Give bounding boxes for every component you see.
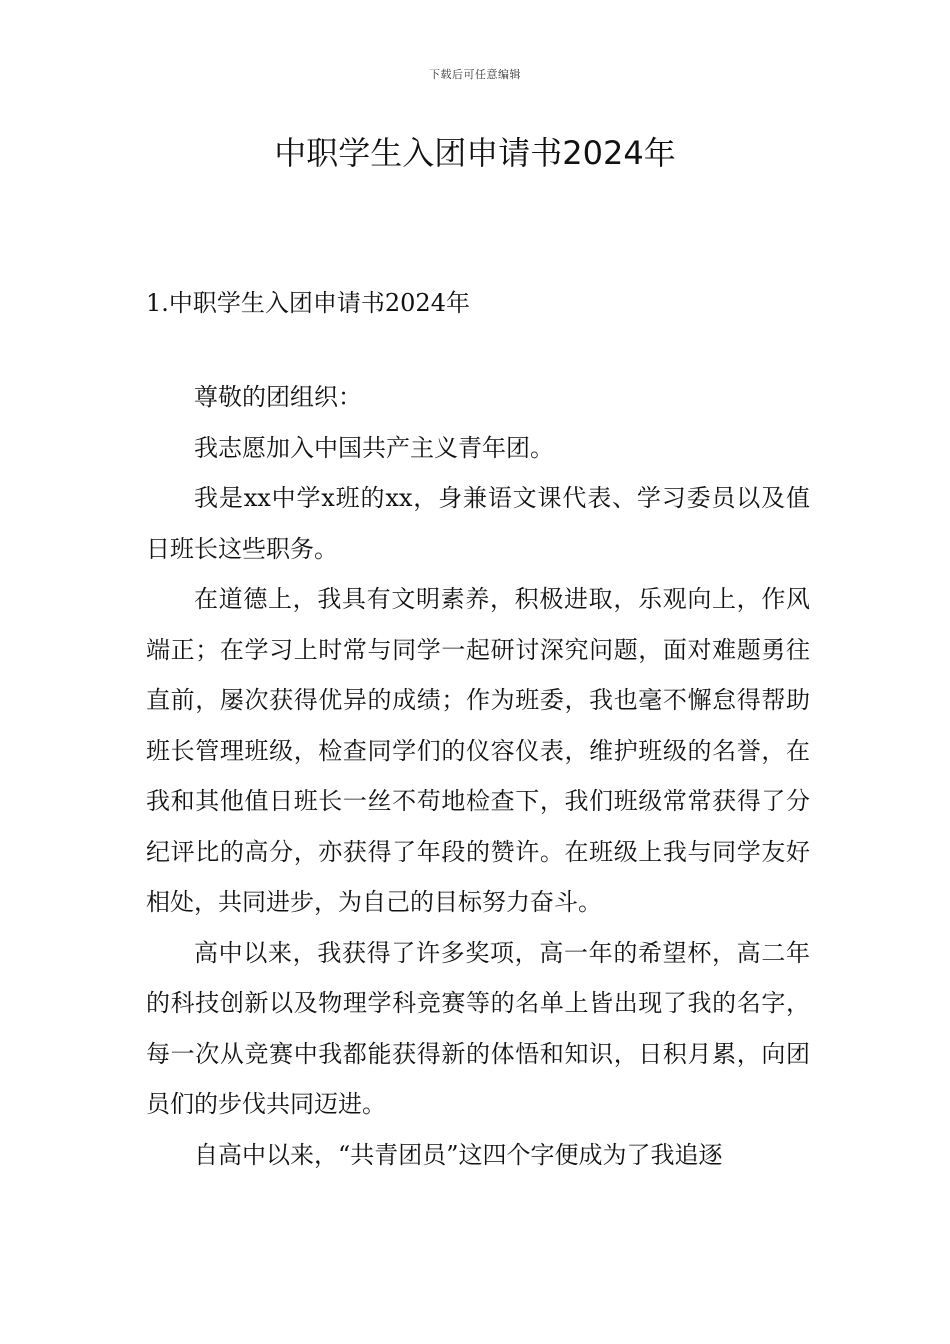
salutation-paragraph: 尊敬的团组织： <box>194 383 362 411</box>
body-paragraph: 我是xx中学x班的xx，身兼语文课代表、学习委员以及值日班长这些职务。 <box>146 484 810 563</box>
body-paragraph: 我志愿加入中国共产主义青年团。 <box>194 433 554 462</box>
header-note: 下载后可任意编辑 <box>429 68 521 81</box>
document-title: 中职学生入团申请书2024年 <box>274 134 676 172</box>
body-paragraph: 在道德上，我具有文明素养，积极进取，乐观向上，作风端正；在学习上时常与同学一起研讨深究问题，面对难题勇往直前，屡次获得优异的成绩；作为班委，我也毫不懈怠得帮助班长管理班级，检查同学们的仪容仪表，维护班级的名誉，在我和其他值日班长一丝不苟地检查下，我们班级常常获得了分纪评比的高分，亦获得了年段的赞许。在班级上我与同学友好相处，共同进步，为自己的目标努力奋斗。 <box>146 585 810 916</box>
section-heading: 1.中职学生入团申请书2024年 <box>146 289 470 317</box>
body-paragraph: 自高中以来，“共青团员”这四个字便成为了我追逐 <box>194 1140 723 1169</box>
body-paragraph: 高中以来，我获得了许多奖项，高一年的希望杯，高二年的科技创新以及物理学科竞赛等的名单上皆出现了我的名字，每一次从竞赛中我都能获得新的体悟和知识，日积月累，向团员们的步伐共同迈进。 <box>146 938 810 1118</box>
document-body <box>146 372 810 1180</box>
